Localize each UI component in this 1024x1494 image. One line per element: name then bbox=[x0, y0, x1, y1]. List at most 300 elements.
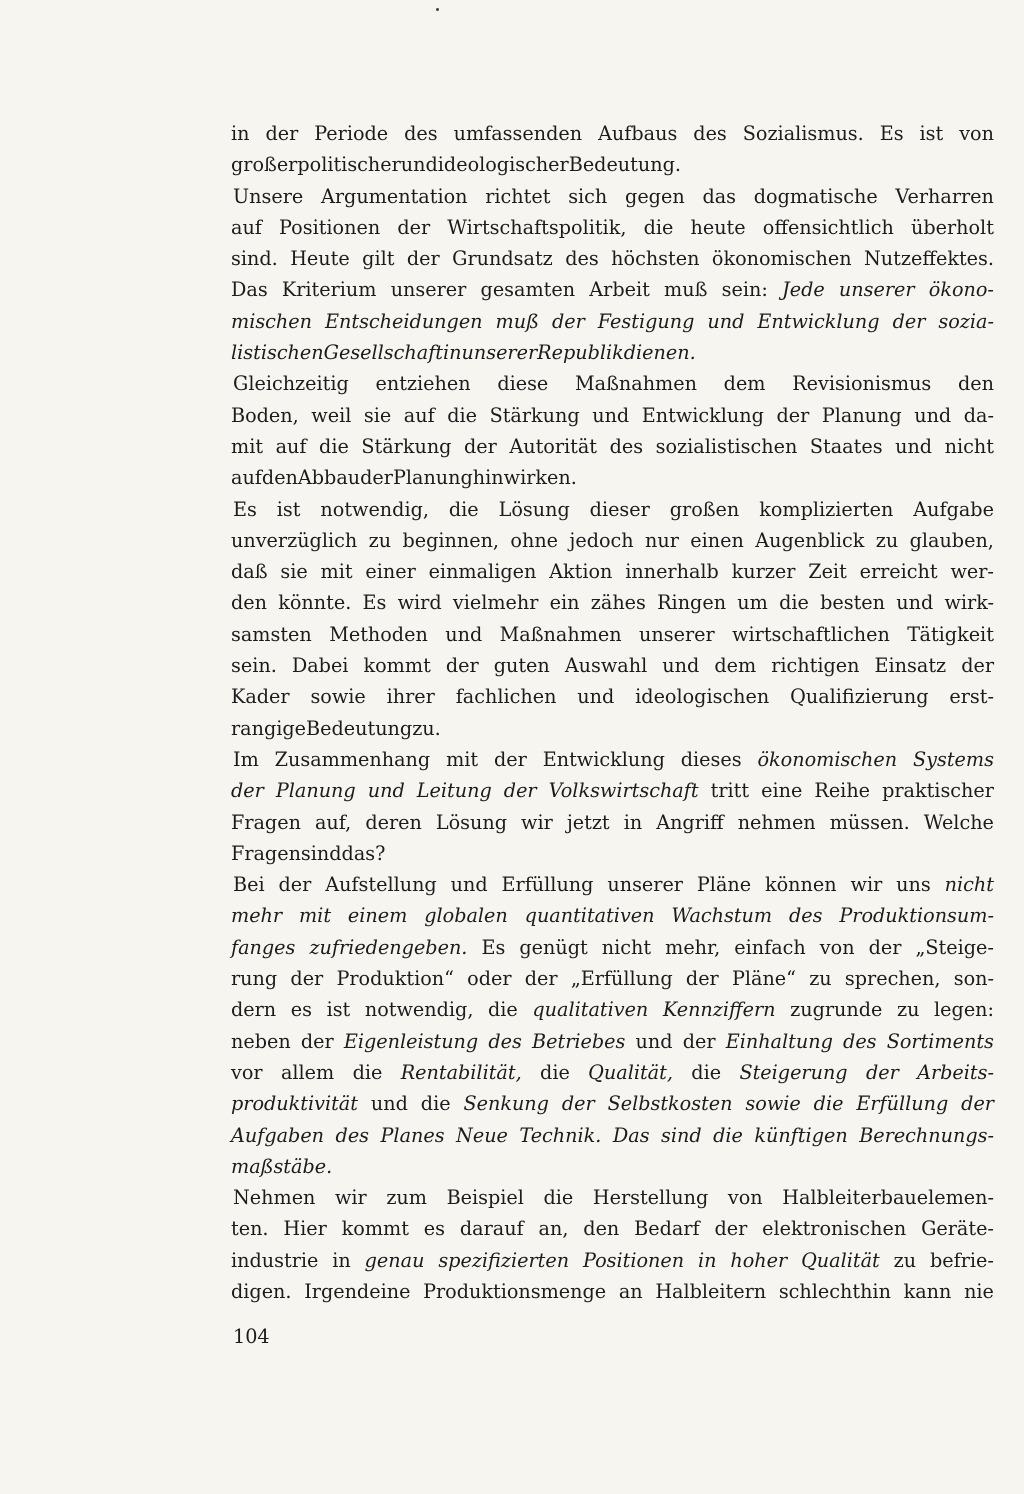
word: der bbox=[551, 309, 585, 333]
word: unserer bbox=[639, 622, 715, 646]
word: der bbox=[494, 747, 527, 771]
word: wer- bbox=[950, 560, 994, 584]
word: ist bbox=[276, 497, 301, 521]
word: der bbox=[406, 247, 440, 271]
word: gilt bbox=[362, 247, 395, 271]
text-line bbox=[231, 274, 994, 305]
word: ist bbox=[919, 122, 944, 145]
text-line bbox=[231, 1026, 994, 1057]
word: wir bbox=[335, 1186, 367, 1210]
word: neben bbox=[231, 1029, 291, 1053]
word: Erfüllung bbox=[856, 1092, 949, 1116]
word: Sozialismus. bbox=[742, 122, 864, 145]
word: unverzüglich bbox=[231, 528, 358, 552]
word: gegen bbox=[625, 184, 685, 208]
word: ist bbox=[326, 998, 351, 1022]
word: vor bbox=[231, 1060, 263, 1084]
word: tritt bbox=[710, 779, 750, 803]
text-line bbox=[231, 400, 994, 431]
word: die bbox=[691, 1060, 722, 1084]
word: Aufstellung bbox=[325, 873, 437, 897]
word: Berechnungs- bbox=[859, 1123, 994, 1147]
word: Leitung bbox=[416, 779, 492, 803]
text-line bbox=[231, 838, 994, 869]
word: auf bbox=[231, 466, 262, 490]
word: der bbox=[278, 873, 312, 897]
word: nur bbox=[645, 528, 679, 552]
word: Reihe bbox=[814, 779, 871, 803]
word: Rentabilität, bbox=[400, 1060, 522, 1084]
word: in bbox=[697, 1248, 717, 1272]
word: Qualität bbox=[801, 1248, 880, 1272]
word: allem bbox=[280, 1060, 335, 1084]
word: der bbox=[961, 654, 994, 678]
word: „Erfüllung bbox=[570, 967, 673, 991]
word: rung bbox=[231, 967, 278, 991]
word: Auswahl bbox=[564, 654, 648, 678]
word: muß bbox=[495, 309, 539, 333]
word: Das bbox=[231, 278, 268, 302]
word: der bbox=[685, 967, 719, 991]
word: Volkswirtschaft bbox=[548, 779, 699, 803]
text-line bbox=[231, 525, 994, 556]
word: die bbox=[540, 1060, 570, 1084]
word: Pläne bbox=[696, 873, 752, 897]
word: zu bbox=[368, 528, 392, 552]
word: heute bbox=[690, 215, 746, 239]
word: mit bbox=[446, 747, 479, 771]
word: Planes bbox=[380, 1123, 445, 1147]
word: maßstäbe. bbox=[231, 1154, 333, 1178]
word: dem bbox=[714, 654, 757, 678]
word: Fragen bbox=[231, 841, 301, 865]
word: Im bbox=[233, 747, 259, 771]
word: auf bbox=[231, 215, 262, 239]
word: Das bbox=[612, 1123, 650, 1147]
word: zu bbox=[809, 967, 832, 991]
word: des bbox=[335, 1123, 370, 1147]
word: legen: bbox=[934, 998, 994, 1022]
word: die bbox=[643, 215, 674, 239]
word: sowie bbox=[745, 1092, 801, 1116]
word: Neue bbox=[456, 1123, 508, 1147]
word: der bbox=[300, 1029, 334, 1053]
word: digen. bbox=[231, 1279, 292, 1303]
word: Aufgabe bbox=[913, 497, 994, 521]
word: des bbox=[843, 1029, 877, 1053]
word: sie bbox=[363, 403, 392, 427]
text-line bbox=[231, 1182, 994, 1213]
word: Es bbox=[481, 935, 506, 959]
word: richtet bbox=[485, 184, 551, 208]
word: könnte. bbox=[278, 591, 352, 615]
word: die bbox=[448, 497, 479, 521]
word: der bbox=[464, 434, 497, 458]
word: sowie bbox=[310, 685, 366, 709]
word: der bbox=[290, 967, 324, 991]
word: oder bbox=[467, 967, 512, 991]
word: Fragen bbox=[231, 810, 301, 834]
word: jetzt bbox=[566, 810, 610, 834]
word: Maßnahmen bbox=[575, 372, 697, 396]
page-number: 104 bbox=[233, 1325, 270, 1348]
word: deren bbox=[365, 810, 422, 834]
word: mit bbox=[298, 904, 332, 928]
word: Halbleitern bbox=[655, 1279, 767, 1303]
word: den bbox=[957, 372, 994, 396]
word: sein. bbox=[231, 654, 277, 678]
word: Entwicklung bbox=[641, 403, 764, 427]
text-line bbox=[231, 807, 994, 838]
word: und bbox=[577, 685, 615, 709]
word: elektronischen bbox=[762, 1217, 907, 1241]
word: Kennziffern bbox=[662, 998, 776, 1022]
word: einen bbox=[690, 528, 744, 552]
word: Pläne“ bbox=[731, 967, 796, 991]
word: Entscheidungen bbox=[325, 309, 483, 333]
word: sich bbox=[568, 184, 608, 208]
word: Zusammenhang bbox=[274, 747, 431, 771]
text-line bbox=[231, 775, 994, 806]
word: des bbox=[693, 122, 727, 145]
word: umfassenden bbox=[453, 122, 583, 145]
word: wirk- bbox=[944, 591, 994, 615]
word: Entwicklung bbox=[757, 309, 880, 333]
word: Stärkung bbox=[489, 403, 580, 427]
text-line bbox=[231, 1213, 994, 1244]
word: des bbox=[565, 247, 599, 271]
word: die bbox=[813, 1092, 844, 1116]
word: an bbox=[618, 1279, 643, 1303]
word: höchsten bbox=[611, 247, 700, 271]
word: der bbox=[397, 215, 431, 239]
word: Ringen bbox=[657, 591, 727, 615]
word: die bbox=[779, 591, 809, 615]
word: das bbox=[702, 184, 737, 208]
word: Steigerung bbox=[739, 1060, 848, 1084]
word: und bbox=[707, 309, 745, 333]
word: Es bbox=[879, 122, 904, 145]
word: die bbox=[543, 1186, 574, 1210]
word: auf bbox=[403, 403, 435, 427]
word: Es bbox=[233, 497, 257, 521]
word: Bedeutung bbox=[306, 716, 413, 740]
word: wirtschaftlichen bbox=[732, 622, 890, 646]
word: in bbox=[231, 122, 250, 145]
word: Argumentation bbox=[321, 184, 468, 208]
word: fachlichen bbox=[455, 685, 557, 709]
word: uns bbox=[896, 873, 931, 897]
word: nehmen bbox=[737, 810, 816, 834]
text-line bbox=[231, 118, 994, 149]
word: es bbox=[290, 998, 312, 1022]
word: Jede bbox=[782, 278, 825, 302]
word: den bbox=[231, 591, 267, 615]
word: muß bbox=[664, 278, 708, 302]
text-line bbox=[231, 556, 994, 587]
word: Dabei bbox=[291, 654, 349, 678]
word: Unsere bbox=[233, 184, 304, 208]
word: der bbox=[503, 779, 537, 803]
word: Staates bbox=[809, 434, 883, 458]
word: Planung bbox=[821, 403, 902, 427]
word: Festigung bbox=[597, 309, 695, 333]
word: sind. bbox=[231, 247, 278, 271]
word: Zeit bbox=[808, 560, 847, 584]
word: der bbox=[865, 1060, 899, 1084]
word: sozia- bbox=[938, 309, 994, 333]
word: Verharren bbox=[895, 184, 994, 208]
word: die bbox=[319, 434, 349, 458]
word: sind bbox=[300, 841, 342, 865]
word: die bbox=[352, 1060, 383, 1084]
word: glauben, bbox=[909, 528, 994, 552]
word: Stärkung bbox=[361, 434, 452, 458]
word: der bbox=[445, 654, 479, 678]
word: sein: bbox=[721, 278, 768, 302]
text-line bbox=[231, 462, 994, 493]
word: Entwicklung bbox=[542, 747, 665, 771]
word: kann bbox=[903, 1279, 952, 1303]
word: Boden, bbox=[231, 403, 299, 427]
word: des bbox=[789, 904, 823, 928]
word: Beispiel bbox=[446, 1186, 524, 1210]
word: Nutzeffektes. bbox=[864, 247, 994, 271]
text-line bbox=[231, 1245, 994, 1276]
word: Bedarf bbox=[634, 1217, 700, 1241]
word: des bbox=[404, 122, 438, 145]
word: Qualität, bbox=[588, 1060, 673, 1084]
word: ideologischen bbox=[635, 685, 770, 709]
word: notwendig, bbox=[364, 998, 474, 1022]
word: der bbox=[776, 403, 810, 427]
word: qualitativen bbox=[532, 998, 649, 1022]
word: eine bbox=[761, 779, 803, 803]
word: ten. bbox=[231, 1217, 269, 1241]
word: und bbox=[896, 591, 934, 615]
word: daß bbox=[231, 560, 268, 584]
word: einfach bbox=[734, 935, 806, 959]
text-line bbox=[231, 181, 994, 212]
word: erst- bbox=[949, 685, 994, 709]
word: beginnen, bbox=[402, 528, 500, 552]
word: es bbox=[423, 1217, 445, 1241]
word: ökonomischen bbox=[757, 747, 898, 771]
word: hinwirken. bbox=[472, 466, 577, 490]
word: der bbox=[231, 779, 264, 803]
word: einer bbox=[365, 560, 416, 584]
text-line bbox=[231, 431, 994, 462]
word: der bbox=[961, 1092, 994, 1116]
word: richtigen bbox=[771, 654, 860, 678]
word: son- bbox=[953, 967, 994, 991]
word: unserer bbox=[390, 278, 467, 302]
word: sie bbox=[280, 560, 308, 584]
word: gesamten bbox=[480, 278, 576, 302]
word: wird bbox=[397, 591, 442, 615]
word: rangige bbox=[231, 716, 307, 740]
word: Produktion“ bbox=[336, 967, 454, 991]
word: sozialistischen bbox=[655, 434, 798, 458]
text-line bbox=[231, 900, 994, 931]
word: Eigenleistung bbox=[343, 1029, 479, 1053]
text-line bbox=[231, 619, 994, 650]
word: Es bbox=[362, 591, 387, 615]
word: die bbox=[713, 1123, 743, 1147]
word: Gleichzeitig bbox=[233, 372, 349, 396]
word: jedoch bbox=[569, 528, 634, 552]
word: Qualifizierung bbox=[790, 685, 929, 709]
word: unserer bbox=[461, 341, 538, 365]
word: besten bbox=[820, 591, 886, 615]
word: Grundsatz bbox=[452, 247, 553, 271]
word: nicht bbox=[601, 935, 652, 959]
word: können bbox=[765, 873, 837, 897]
word: ideologischer bbox=[437, 153, 569, 177]
word: produktivität bbox=[231, 1092, 358, 1116]
word: Revisionismus bbox=[792, 372, 932, 396]
word: entziehen bbox=[375, 372, 471, 396]
word: kurzer bbox=[731, 560, 796, 584]
body-text bbox=[231, 118, 994, 1307]
word: Autorität bbox=[509, 434, 598, 458]
word: dienen. bbox=[623, 341, 696, 365]
word: der bbox=[714, 1217, 748, 1241]
word: mischen bbox=[231, 309, 312, 333]
word: dem bbox=[723, 372, 766, 396]
word: Aufgaben bbox=[231, 1123, 325, 1147]
word: Senkung bbox=[463, 1092, 549, 1116]
word: und bbox=[370, 1092, 408, 1116]
word: zufriedengeben. bbox=[309, 935, 468, 959]
word: mehr bbox=[231, 904, 283, 928]
word: Technik. bbox=[519, 1123, 602, 1147]
text-line bbox=[231, 869, 994, 900]
word: Tätigkeit bbox=[907, 622, 994, 646]
word: den bbox=[583, 1217, 620, 1241]
word: und bbox=[450, 873, 488, 897]
word: Aufbaus bbox=[598, 122, 678, 145]
word: einem bbox=[347, 904, 408, 928]
text-line bbox=[231, 1088, 994, 1119]
word: spezifizierten bbox=[438, 1248, 570, 1272]
word: praktischer bbox=[882, 779, 994, 803]
text-line bbox=[231, 713, 994, 744]
word: zu bbox=[896, 998, 920, 1022]
word: ökonomischen bbox=[711, 247, 852, 271]
word: nicht bbox=[944, 873, 994, 897]
word: Aktion bbox=[549, 560, 613, 584]
word: sprechen, bbox=[844, 967, 941, 991]
word: guten bbox=[493, 654, 550, 678]
word: Erfüllung bbox=[501, 873, 594, 897]
word: innerhalb bbox=[625, 560, 719, 584]
text-line bbox=[231, 306, 994, 337]
word: fanges bbox=[231, 935, 296, 959]
word: und bbox=[445, 622, 483, 646]
word: kommt bbox=[341, 1217, 409, 1241]
word: und bbox=[635, 1029, 673, 1053]
word: diese bbox=[497, 372, 549, 396]
word: Einsatz bbox=[874, 654, 947, 678]
word: „Steige- bbox=[915, 935, 994, 959]
text-line bbox=[231, 494, 994, 525]
word: politischer bbox=[297, 153, 401, 177]
word: von bbox=[819, 935, 855, 959]
word: der bbox=[561, 1092, 595, 1116]
word: dogmatische bbox=[753, 184, 878, 208]
word: samsten bbox=[231, 622, 312, 646]
word: Systems bbox=[913, 747, 994, 771]
word: von bbox=[727, 1186, 763, 1210]
word: globalen bbox=[424, 904, 508, 928]
word: zu bbox=[893, 1248, 917, 1272]
word: überholt bbox=[910, 215, 994, 239]
word: Positionen bbox=[279, 215, 381, 239]
word: dieser bbox=[589, 497, 650, 521]
word: den bbox=[261, 466, 298, 490]
word: von bbox=[959, 122, 994, 145]
word: das? bbox=[341, 841, 386, 865]
word: ein bbox=[549, 591, 580, 615]
word: zum bbox=[386, 1186, 427, 1210]
word: und bbox=[400, 153, 438, 177]
word: müssen. bbox=[829, 810, 910, 834]
word: dieses bbox=[680, 747, 742, 771]
word: Produktionsmenge bbox=[423, 1279, 607, 1303]
text-line bbox=[231, 1057, 994, 1088]
word: Arbeit bbox=[589, 278, 650, 302]
word: Herstellung bbox=[592, 1186, 709, 1210]
word: Nehmen bbox=[233, 1186, 316, 1210]
word: der bbox=[360, 466, 393, 490]
word: Betriebes bbox=[532, 1029, 626, 1053]
text-line bbox=[231, 744, 994, 775]
page-dot-mark bbox=[436, 8, 439, 11]
word: Augenblick bbox=[755, 528, 865, 552]
text-line bbox=[231, 337, 994, 368]
word: zähes bbox=[590, 591, 646, 615]
text-line bbox=[231, 681, 994, 712]
word: wir bbox=[850, 873, 883, 897]
word: Planung bbox=[275, 779, 356, 803]
word: ihrer bbox=[386, 685, 435, 709]
word: erreicht bbox=[859, 560, 938, 584]
word: auf, bbox=[314, 810, 352, 834]
word: großen bbox=[669, 497, 740, 521]
word: listischen bbox=[231, 341, 324, 365]
word: zu bbox=[875, 528, 899, 552]
word: großer bbox=[231, 153, 298, 177]
word: nicht bbox=[944, 434, 994, 458]
word: Arbeits- bbox=[917, 1060, 994, 1084]
word: genügt bbox=[519, 935, 588, 959]
text-line bbox=[231, 650, 994, 681]
word: und bbox=[367, 779, 405, 803]
word: nie bbox=[964, 1279, 994, 1303]
word: Abbau bbox=[297, 466, 361, 490]
word: vielmehr bbox=[452, 591, 539, 615]
word: Produktionsum- bbox=[839, 904, 994, 928]
word: und bbox=[592, 403, 630, 427]
word: Lösung bbox=[498, 497, 570, 521]
word: Hier bbox=[283, 1217, 327, 1241]
word: die bbox=[420, 1092, 451, 1116]
word: Positionen bbox=[582, 1248, 685, 1272]
word: in bbox=[332, 1248, 351, 1272]
word: hoher bbox=[730, 1248, 788, 1272]
word: der bbox=[868, 935, 902, 959]
